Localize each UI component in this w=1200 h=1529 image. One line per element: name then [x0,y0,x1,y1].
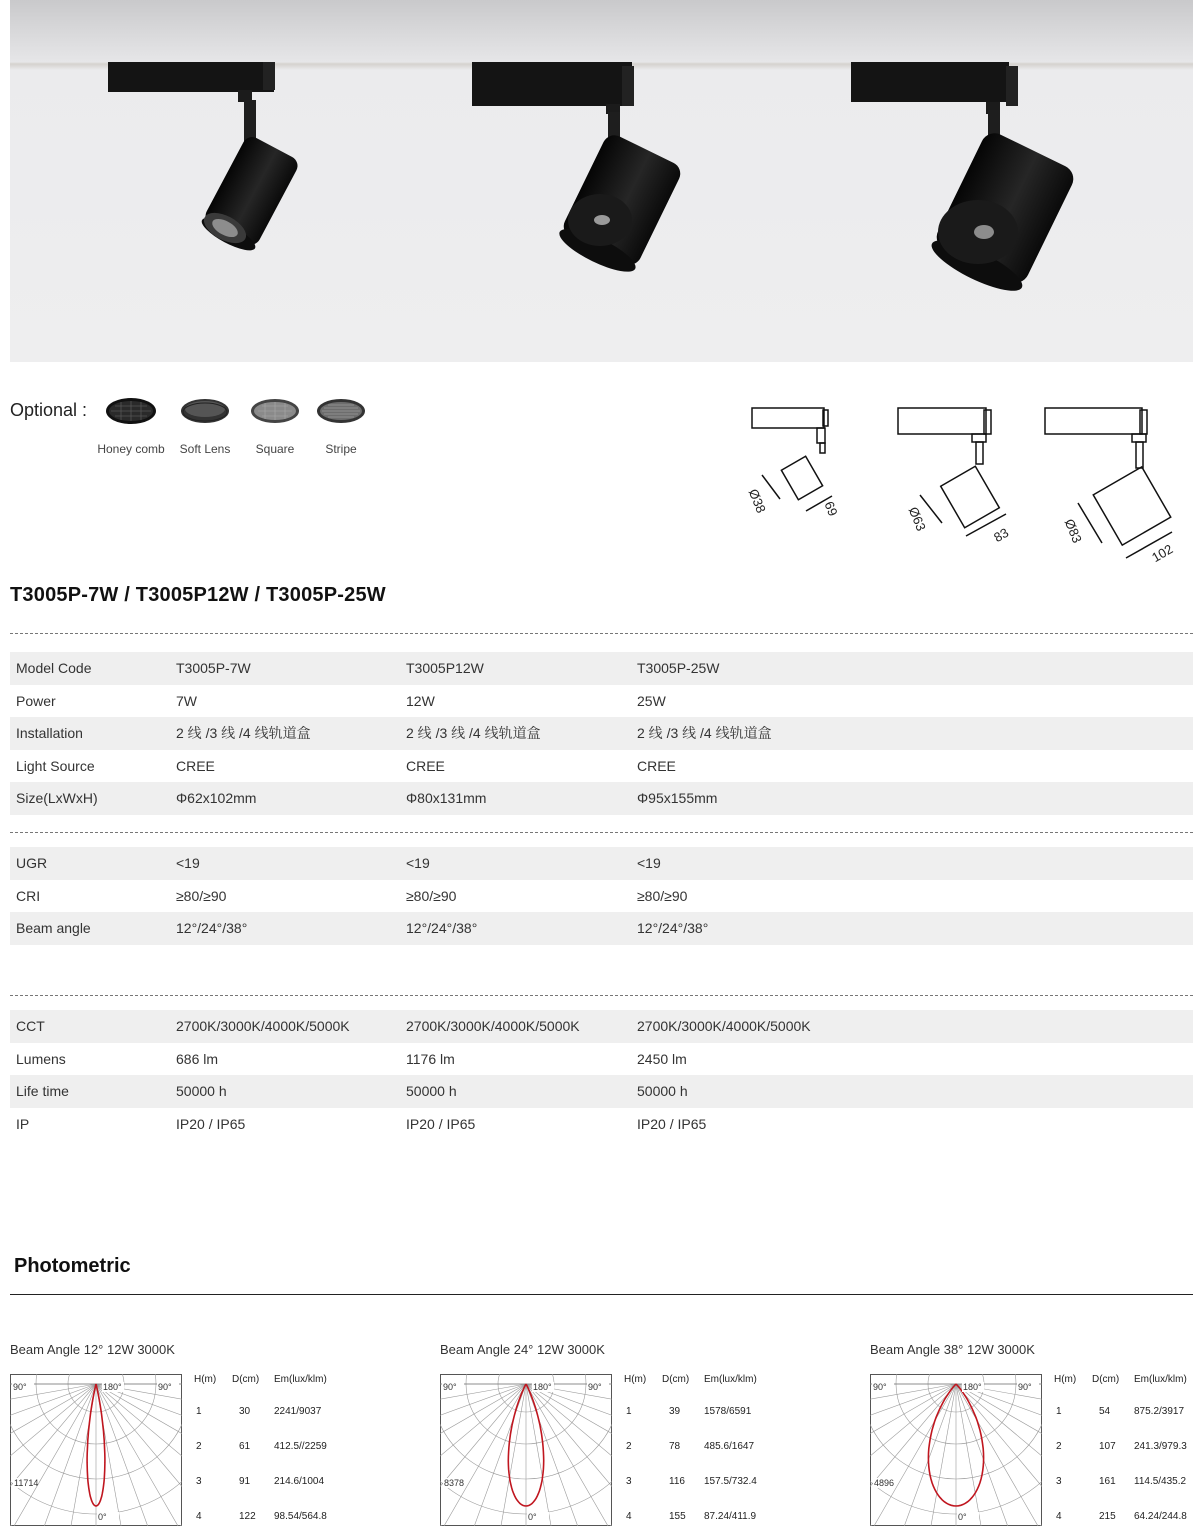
spec-value: Φ80x131mm [406,790,487,807]
spec-value: T3005P-7W [176,660,251,677]
illuminance-header-cell: Em(lux/klm) [274,1374,327,1385]
spec-row [10,1075,1193,1108]
spec-label: UGR [16,855,48,872]
spotlight-small [108,62,301,256]
spec-value: 50000 h [176,1083,227,1100]
dim-length-medium: 83 [991,524,1012,546]
spec-value: T3005P12W [406,660,484,677]
illuminance-header-cell: H(m) [624,1374,647,1385]
spec-row [10,847,1193,880]
spec-value: IP20 / IP65 [406,1115,476,1132]
illuminance-header-cell: Em(lux/klm) [704,1374,757,1385]
spec-value: 2450 lm [637,1050,687,1067]
illuminance-cell: 78 [669,1441,681,1452]
photometric-rule [10,1294,1193,1295]
illuminance-cell: 98.54/564.8 [274,1511,327,1522]
illuminance-header-cell: D(cm) [662,1374,690,1385]
spotlight-large [851,62,1078,300]
dim-length-large: 102 [1149,541,1176,565]
spec-row [10,1108,1193,1141]
illuminance-header-cell: H(m) [1054,1374,1077,1385]
spec-value: 7W [176,692,197,709]
peak-intensity-label: 4896 [874,1478,895,1488]
illuminance-cell: 215 [1099,1511,1116,1522]
spec-label: Light Source [16,757,95,774]
spec-value: 2700K/3000K/4000K/5000K [176,1018,350,1035]
optional-item-label: Soft Lens [179,442,231,456]
spec-value: Φ95x155mm [637,790,718,807]
section-divider [10,995,1193,996]
illuminance-cell: 39 [669,1406,681,1417]
spec-row [10,912,1193,945]
illuminance-cell: 61 [239,1441,251,1452]
spec-row [10,750,1193,783]
spec-row [10,782,1193,815]
spec-value: 2 线 /3 线 /4 线轨道盒 [637,725,772,742]
optional-item-label: Stripe [325,442,357,456]
photometric-title: Photometric [14,1255,131,1277]
illuminance-cell: 2 [196,1441,202,1452]
illuminance-cell: 412.5//2259 [274,1441,327,1452]
section-divider [10,832,1193,833]
spec-row [10,1043,1193,1076]
illuminance-cell: 116 [669,1476,685,1487]
illuminance-cell: 122 [239,1511,256,1522]
peak-intensity-label: 11714 [14,1478,39,1488]
illuminance-cell: 157.5/732.4 [704,1476,757,1487]
spec-value: 12°/24°/38° [637,920,709,937]
polar-label-0: 0° [528,1512,537,1522]
spec-value: ≥80/≥90 [406,887,457,904]
illuminance-cell: 2 [626,1441,632,1452]
spec-row [10,652,1193,685]
spec-value: 2700K/3000K/4000K/5000K [637,1018,811,1035]
illuminance-cell: 1 [626,1406,632,1417]
illuminance-cell: 1 [196,1406,202,1417]
beam-angle-title: Beam Angle 24° 12W 3000K [440,1342,605,1357]
spec-value: 12°/24°/38° [176,920,248,937]
spec-value: <19 [637,855,661,872]
spec-value: 2 线 /3 线 /4 线轨道盒 [406,725,541,742]
spec-value: CREE [637,757,676,774]
polar-label-180: 180° [963,1382,982,1392]
spec-value: IP20 / IP65 [176,1115,246,1132]
polar-label-90-left: 90° [873,1382,887,1392]
product-hero-image [10,0,1193,362]
polar-intensity-chart [870,1374,1042,1526]
spec-row [10,717,1193,750]
polar-label-90-left: 90° [13,1382,27,1392]
illuminance-header-cell: Em(lux/klm) [1134,1374,1187,1385]
illuminance-cell: 2241/9037 [274,1406,322,1417]
spec-row [10,880,1193,913]
optional-honeycomb[interactable] [94,396,168,456]
polar-label-90-right: 90° [1018,1382,1032,1392]
illuminance-cell: 91 [239,1476,251,1487]
spec-value: CREE [406,757,445,774]
spec-row [10,685,1193,718]
optional-label: Optional : [10,400,88,420]
optional-square[interactable] [246,396,304,456]
dim-diameter-small: Ø38 [745,486,769,516]
polar-label-180: 180° [533,1382,552,1392]
spec-label: CCT [16,1018,45,1035]
polar-label-90-right: 90° [158,1382,172,1392]
spec-value: 2700K/3000K/4000K/5000K [406,1018,580,1035]
peak-intensity-label: 8378 [444,1478,465,1488]
beam-angle-title: Beam Angle 38° 12W 3000K [870,1342,1035,1357]
photometric-block-12deg [10,1342,340,1529]
spec-value: 686 lm [176,1050,219,1067]
spec-label: IP [16,1115,30,1132]
spec-label: Power [16,692,56,709]
spec-value: 2 线 /3 线 /4 线轨道盒 [176,725,311,742]
spec-value: ≥80/≥90 [176,887,227,904]
polar-label-90-right: 90° [588,1382,602,1392]
honeycomb-lens-icon [105,396,157,426]
illuminance-cell: 114.5/435.2 [1134,1476,1187,1487]
polar-intensity-chart [10,1374,182,1526]
polar-label-0: 0° [98,1512,107,1522]
illuminance-header-cell: D(cm) [232,1374,260,1385]
spec-table-general [10,652,1193,815]
optional-item-label: Square [255,442,295,456]
spec-label: Installation [16,725,83,742]
illuminance-cell: 54 [1099,1406,1111,1417]
spec-value: 12°/24°/38° [406,920,478,937]
illuminance-cell: 30 [239,1406,251,1417]
spec-label: Life time [16,1083,69,1100]
illuminance-cell: 87.24/411.9 [704,1511,757,1522]
illuminance-cell: 875.2/3917 [1134,1406,1185,1417]
illuminance-cell: 4 [1056,1511,1062,1522]
illuminance-cell: 107 [1099,1441,1116,1452]
illuminance-cell: 4 [196,1511,202,1522]
dim-diameter-large: Ø83 [1061,516,1085,546]
model-title: T3005P-7W / T3005P12W / T3005P-25W [10,584,386,606]
photometric-block-24deg [440,1342,770,1529]
spec-label: CRI [16,887,41,904]
illuminance-cell: 241.3/979.3 [1134,1441,1187,1452]
track-spotlights-illustration [10,0,1193,362]
illuminance-cell: 3 [196,1476,202,1487]
dim-length-small: 69 [821,499,841,519]
dimension-drawings [740,395,1190,565]
illuminance-cell: 155 [669,1511,686,1522]
illuminance-cell: 214.6/1004 [274,1476,325,1487]
spec-value: 1176 lm [406,1050,455,1067]
illuminance-header-cell: D(cm) [1092,1374,1120,1385]
polar-label-180: 180° [103,1382,122,1392]
photometric-block-38deg [870,1342,1200,1529]
spec-value: Φ62x102mm [176,790,257,807]
illuminance-cell: 161 [1099,1476,1116,1487]
spec-value: <19 [176,855,200,872]
spec-table-optics [10,847,1193,945]
illuminance-cell: 4 [626,1511,632,1522]
illuminance-cell: 64.24/244.8 [1134,1511,1187,1522]
spec-value: 12W [406,692,435,709]
spec-value: CREE [176,757,215,774]
spec-value: ≥80/≥90 [637,887,688,904]
square-lens-icon [250,396,300,426]
spec-label: Lumens [16,1050,66,1067]
spec-label: Model Code [16,660,92,677]
spec-table-performance [10,1010,1193,1140]
dim-diameter-medium: Ø63 [905,504,929,534]
spec-label: Size(LxWxH) [16,790,98,807]
stripe-lens-icon [316,396,366,426]
spec-row [10,1010,1193,1043]
optional-stripe[interactable] [312,396,370,456]
section-divider [10,633,1193,634]
spec-value: T3005P-25W [637,660,720,677]
spec-label: Beam angle [16,920,91,937]
spec-value: 50000 h [637,1083,688,1100]
soft-lens-icon [180,396,230,426]
optional-item-label: Honey comb [97,442,165,456]
spec-value: 25W [637,692,666,709]
illuminance-cell: 2 [1056,1441,1062,1452]
spec-value: IP20 / IP65 [637,1115,707,1132]
beam-angle-title: Beam Angle 12° 12W 3000K [10,1342,175,1357]
optional-soft-lens[interactable] [172,396,238,456]
illuminance-cell: 1 [1056,1406,1062,1417]
polar-label-0: 0° [958,1512,967,1522]
illuminance-cell: 1578/6591 [704,1406,752,1417]
spec-value: 50000 h [406,1083,457,1100]
illuminance-cell: 3 [626,1476,632,1487]
polar-intensity-chart [440,1374,612,1526]
illuminance-cell: 3 [1056,1476,1062,1487]
spec-value: <19 [406,855,430,872]
spotlight-medium [472,62,684,280]
polar-label-90-left: 90° [443,1382,457,1392]
illuminance-cell: 485.6/1647 [704,1441,755,1452]
illuminance-header-cell: H(m) [194,1374,217,1385]
